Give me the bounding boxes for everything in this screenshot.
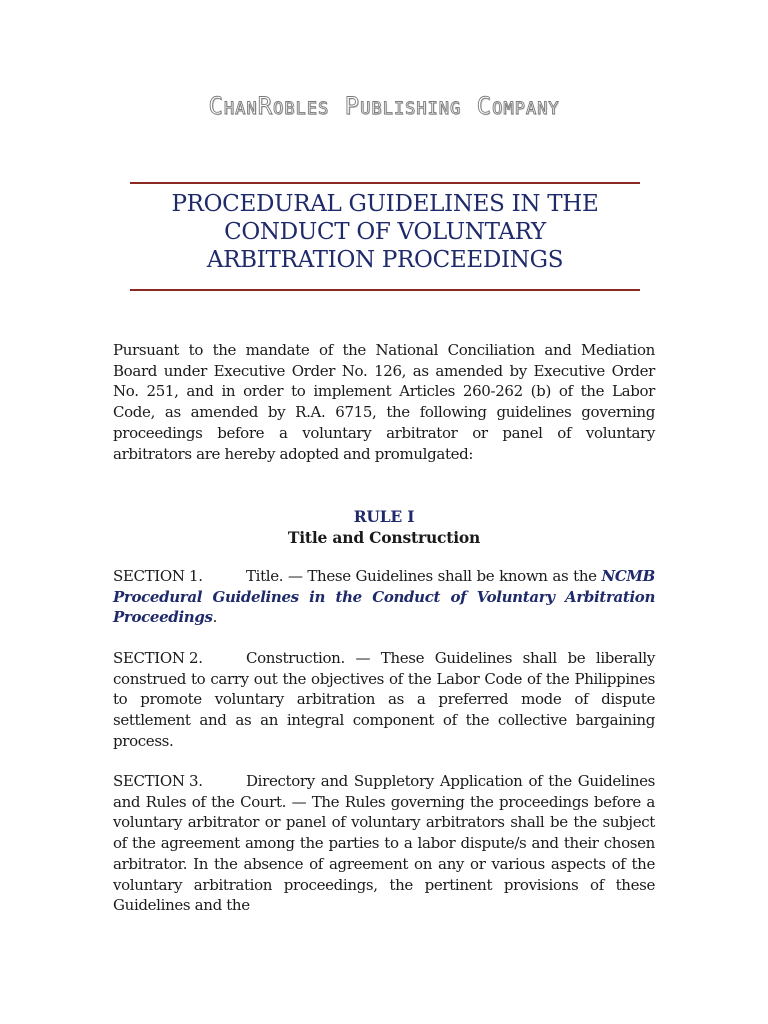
section-1-emphasis: NCMB Procedural Guidelines in the Conduct of Voluntary Arbitration Proceedings (113, 567, 655, 627)
section-2-label: SECTION 2. (113, 649, 203, 667)
document-title (130, 190, 640, 274)
intro-paragraph: Pursuant to the mandate of the National Conciliation and Mediation Board under Executive Order No. 126, as amended by Executive Order No. 251, and in order to implement Articles 260-262 (b) of the Labor Code, as amended by R.A. 6715, the following guidelines governing proceedings before a voluntary arbitrator or panel of voluntary arbitrators are hereby adopted and promulgated: (113, 341, 655, 463)
rule-title: Title and Construction (287, 528, 481, 547)
rule-number: RULE I (353, 507, 415, 526)
title-bottom-rule (130, 289, 640, 291)
section-1-text: Title. — These Guidelines shall be known as the (246, 567, 602, 585)
title-line-2: CONDUCT OF VOLUNTARY (224, 219, 546, 245)
title-line-3: ARBITRATION PROCEEDINGS (206, 247, 564, 273)
title-line-1: PROCEDURAL GUIDELINES IN THE (171, 191, 599, 217)
title-top-rule (130, 182, 640, 184)
section-3-label: SECTION 3. (113, 772, 203, 790)
rule-heading (113, 506, 655, 548)
section-3-text: Directory and Suppletory Application of the Guidelines and Rules of the Court. — The Rules governing the proceedings before a voluntary arbitrator or panel of voluntary arbitrators shall be the subject of the agreement among the parties to a labor dispute/s and their chosen arbitrator. In the absence of agreement on any or various aspects of the voluntary arbitration proceedings, the pertinent provisions of these Guidelines and the (113, 772, 655, 915)
section-1-end: . (212, 608, 218, 627)
section-2 (113, 648, 655, 752)
section-3 (113, 771, 655, 916)
section-2-text: Construction. — These Guidelines shall be liberally construed to carry out the objectives of the Labor Code of the Philippines to promote voluntary arbitration as a preferred mode of dispute settlement and as an integral component of the collective bargaining process. (113, 649, 655, 750)
section-1-label: SECTION 1. (113, 567, 203, 585)
section-1 (113, 566, 655, 628)
publisher-header: ChanRobles Publishing Company (208, 92, 560, 120)
